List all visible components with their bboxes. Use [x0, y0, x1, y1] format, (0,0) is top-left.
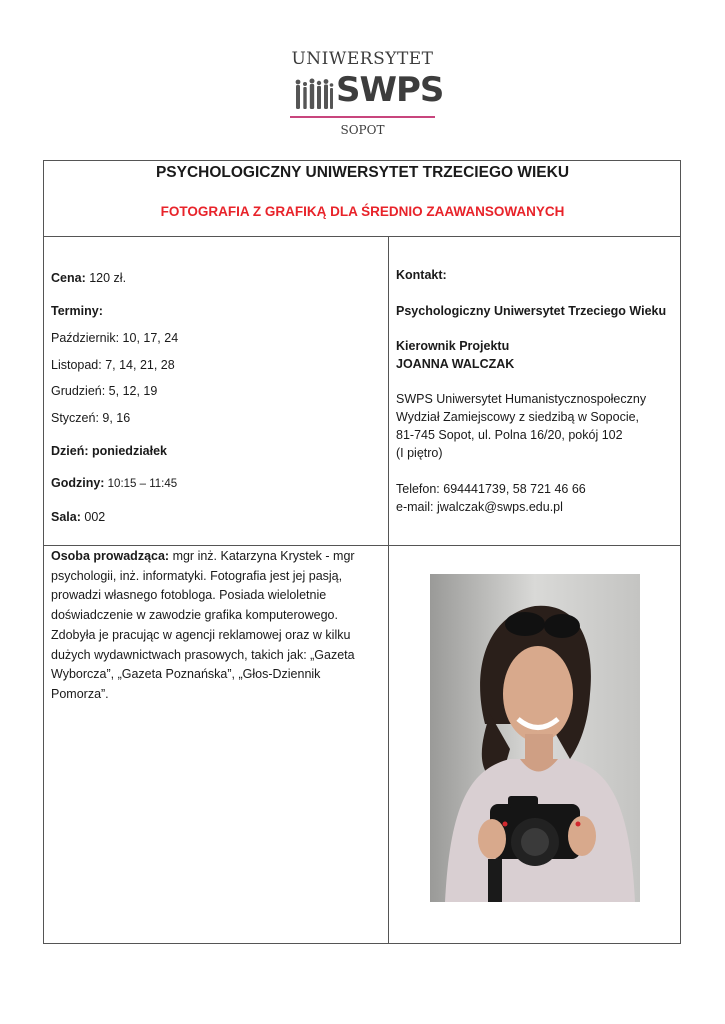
bio-text: mgr inż. Katarzyna Krystek - mgr	[169, 549, 355, 563]
contact-name: JOANNA WALCZAK	[396, 357, 515, 371]
instructor-photo	[430, 574, 640, 902]
university-logo	[290, 49, 444, 140]
address-line: SWPS Uniwersytet Humanistycznospołeczny	[396, 392, 647, 406]
contact-email[interactable]: e-mail: jwalczak@swps.edu.pl	[396, 500, 563, 514]
room	[51, 508, 105, 526]
dates-label: Terminy:	[51, 304, 103, 318]
contact-label: Kontakt:	[396, 268, 447, 282]
day-of-week: Dzień: poniedziałek	[51, 444, 167, 458]
logo-wordmark-top: UNIWERSYTET	[291, 49, 434, 69]
instructor-label: Osoba prowadząca:	[51, 549, 170, 563]
logo-city: SOPOT	[340, 123, 385, 137]
hours-value: 10:15 – 11:45	[104, 478, 178, 490]
contact-org: Psychologiczny Uniwersytet Trzeciego Wieku	[396, 304, 667, 318]
logo-divider	[290, 116, 435, 118]
logo-middle	[290, 70, 444, 112]
date-line: Październik: 10, 17, 24	[51, 331, 179, 345]
address-line: Wydział Zamiejscowy z siedzibą w Sopocie,	[396, 410, 640, 424]
contact-role: Kierownik Projektu	[396, 339, 510, 353]
room-label: Sala:	[51, 510, 81, 524]
bio-line: doświadczenie w zawodzie grafika komputerowego.	[51, 608, 338, 623]
hours-label: Godziny:	[51, 476, 105, 490]
bio-line: dużych wydawnictwach prasowych, takich jak: „Gazeta	[51, 647, 355, 662]
page-title: PSYCHOLOGICZNY UNIWERSYTET TRZECIEGO WIEKU	[155, 164, 570, 181]
date-line: Grudzień: 5, 12, 19	[51, 384, 158, 398]
bio-line: psychologii, inż. informatyki. Fotografia jest jej pasją,	[51, 568, 343, 583]
bio-line: Wyborcza”, „Gazeta Poznańska”, „Głos-Dziennik	[51, 667, 321, 682]
room-value: 002	[80, 510, 106, 524]
price-value: 120 zł.	[85, 271, 127, 285]
logo-brand: SWPS	[336, 70, 444, 110]
hours	[51, 474, 177, 493]
bio-line	[51, 547, 355, 567]
price-label: Cena:	[51, 271, 86, 285]
price	[51, 269, 126, 287]
bio-line: Zdobyła je pracując w agencji reklamowej oraz w kilku	[51, 627, 351, 642]
instructor-bio	[51, 547, 355, 705]
address-line: (I piętro)	[396, 446, 443, 460]
people-silhouette-icon	[294, 78, 334, 110]
bio-line: Pomorza”.	[51, 686, 109, 701]
bio-line: prowadzi własnego fotobloga. Posiada wieloletnie	[51, 588, 327, 603]
table-column-divider	[388, 236, 389, 944]
date-line: Styczeń: 9, 16	[51, 411, 131, 425]
course-title: FOTOGRAFIA Z GRAFIKĄ DLA ŚREDNIO ZAAWANSOWANYCH	[160, 204, 565, 219]
date-line: Listopad: 7, 14, 21, 28	[51, 358, 175, 372]
contact-phone: Telefon: 694441739, 58 721 46 66	[396, 482, 586, 496]
table-divider	[43, 545, 681, 546]
table-divider	[43, 236, 681, 237]
address-line: 81-745 Sopot, ul. Polna 16/20, pokój 102	[396, 428, 623, 442]
